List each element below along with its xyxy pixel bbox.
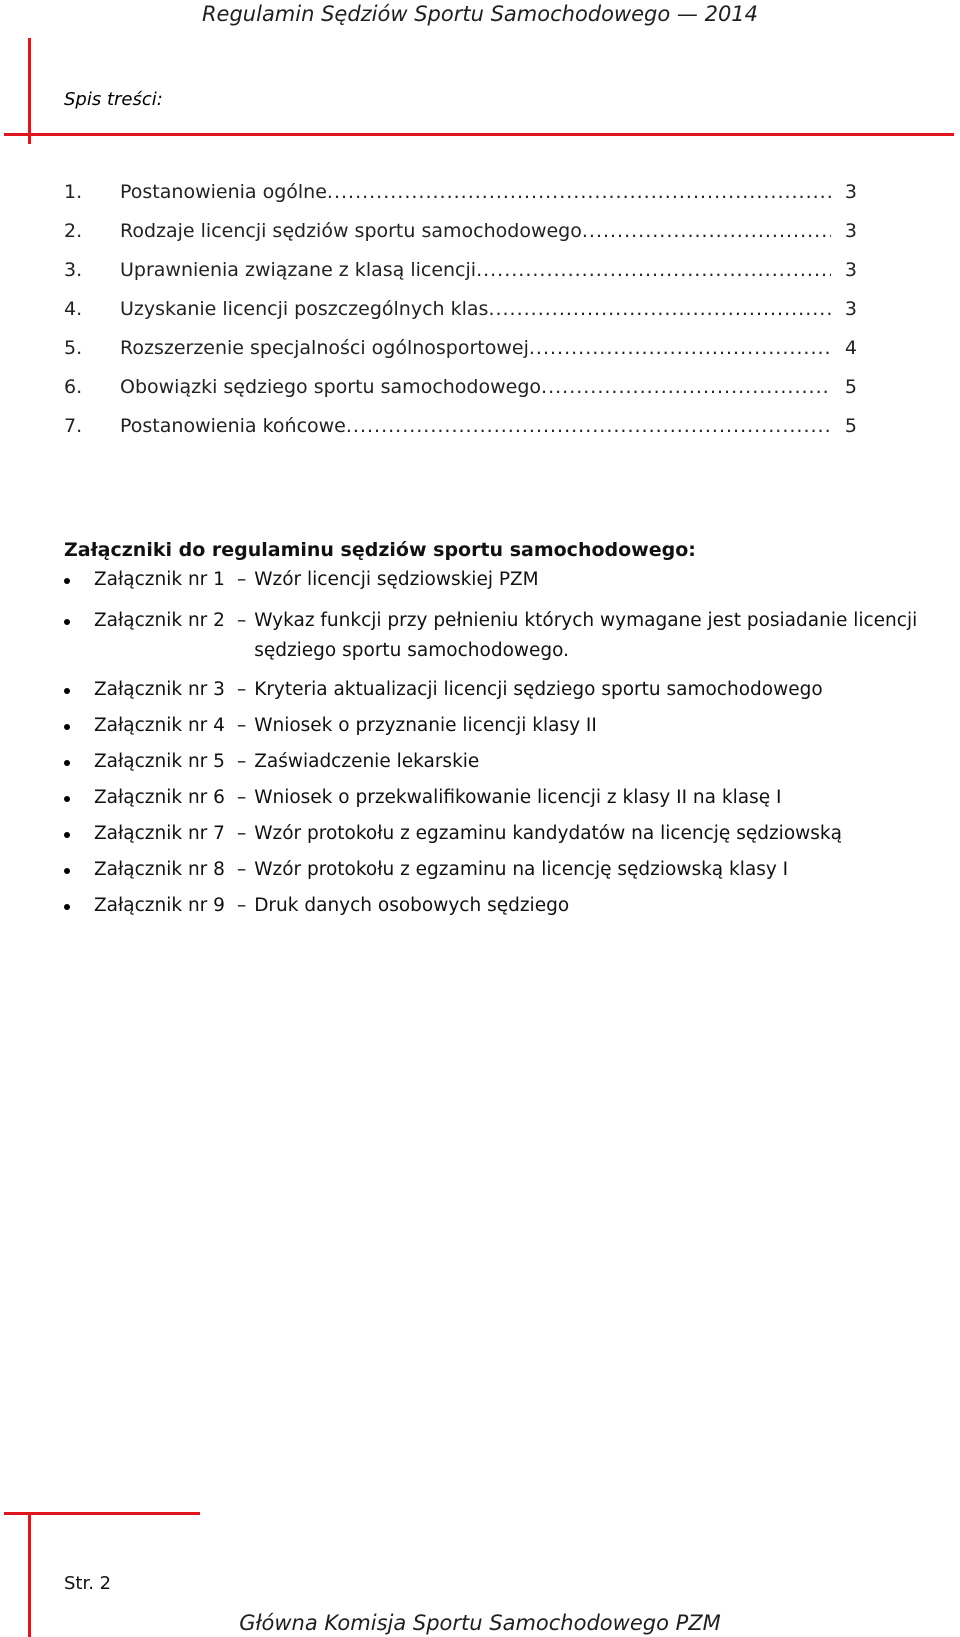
attachment-item (64, 894, 944, 918)
attachment-label: Załącznik nr 5 (94, 751, 225, 772)
attachments-list (64, 568, 944, 918)
toc-entry-number: 6. (64, 376, 83, 398)
attachment-dash: – (236, 895, 247, 916)
document-footer-organization: Główna Komisja Sportu Samochodowego PZM (239, 1611, 721, 1635)
attachment-item (64, 568, 944, 592)
attachment-label: Załącznik nr 4 (94, 715, 225, 736)
attachment-dash: – (236, 823, 247, 844)
attachment-label: Załącznik nr 1 (94, 569, 225, 590)
attachment-description: Wniosek o przekwalifikowanie licencji z klasy II na klasę I (254, 787, 782, 808)
toc-entry-title: Obowiązki sędziego sportu samochodowego (120, 376, 542, 398)
toc-dot-leader (582, 219, 831, 243)
bullet-icon (64, 796, 70, 802)
toc-entry-number: 7. (64, 415, 83, 437)
toc-entry-title: Postanowienia końcowe (120, 415, 346, 437)
toc-caption: Spis treści: (64, 89, 163, 110)
attachment-label: Załącznik nr 7 (94, 823, 225, 844)
toc-entry[interactable] (64, 414, 857, 453)
toc-entry-page: 3 (844, 181, 857, 203)
toc-entry[interactable] (64, 375, 857, 414)
attachments-heading: Załączniki do regulaminu sędziów sportu samochodowego: (64, 539, 696, 561)
toc-entry[interactable] (64, 180, 857, 219)
attachment-item (64, 858, 944, 882)
bullet-icon (64, 688, 70, 694)
toc-entry-page: 3 (844, 259, 857, 281)
attachment-label: Załącznik nr 6 (94, 787, 225, 808)
attachment-label: Załącznik nr 8 (94, 859, 225, 880)
document-header-title: Regulamin Sędziów Sportu Samochodowego — 2014 (201, 2, 759, 26)
toc-dot-leader (541, 375, 831, 399)
toc-entry-title: Rozszerzenie specjalności ogólnosportowej (120, 337, 529, 359)
attachment-label: Załącznik nr 2 (94, 610, 225, 631)
attachment-description: Wzór licencji sędziowskiej PZM (254, 569, 539, 590)
attachment-dash: – (236, 679, 247, 700)
toc-entry-page: 5 (844, 376, 857, 398)
header-rule (4, 133, 954, 136)
toc-entry-title: Uprawnienia związane z klasą licencji (120, 259, 477, 281)
attachment-item (64, 822, 944, 846)
toc-entry-page: 5 (844, 415, 857, 437)
attachment-description: Wzór protokołu z egzaminu kandydatów na licencję sędziowską (254, 823, 842, 844)
bullet-icon (64, 760, 70, 766)
toc-dot-leader (346, 414, 831, 438)
toc-entry-title: Uzyskanie licencji poszczególnych klas (120, 298, 489, 320)
attachment-description: Wykaz funkcji przy pełnieniu których wymagane jest posiadanie licencji sędziego sportu samochodowego. (254, 610, 918, 661)
attachment-description: Kryteria aktualizacji licencji sędziego sportu samochodowego (254, 679, 823, 700)
bullet-icon (64, 832, 70, 838)
attachment-item (64, 606, 944, 666)
attachment-dash: – (236, 610, 247, 631)
attachment-description: Druk danych osobowych sędziego (254, 895, 570, 916)
toc-entry-number: 2. (64, 220, 83, 242)
attachment-description: Wniosek o przyznanie licencji klasy II (254, 715, 597, 736)
attachment-description: Wzór protokołu z egzaminu na licencję sędziowską klasy I (254, 859, 789, 880)
toc-dot-leader (327, 180, 831, 204)
attachment-dash: – (236, 715, 247, 736)
toc-dot-leader (488, 297, 831, 321)
attachment-description: Zaświadczenie lekarskie (254, 751, 480, 772)
toc-entry[interactable] (64, 219, 857, 258)
attachment-item (64, 714, 944, 738)
bullet-icon (64, 904, 70, 910)
footer-rule (4, 1512, 200, 1515)
toc-entry[interactable] (64, 258, 857, 297)
attachment-dash: – (236, 569, 247, 590)
toc-entry-number: 4. (64, 298, 83, 320)
toc-entry-page: 3 (844, 298, 857, 320)
toc-dot-leader (529, 336, 831, 360)
attachment-dash: – (236, 859, 247, 880)
toc-entry-number: 5. (64, 337, 83, 359)
toc-entry[interactable] (64, 297, 857, 336)
attachment-item (64, 786, 944, 810)
margin-rule-vertical (28, 38, 31, 144)
toc-entry-page: 3 (844, 220, 857, 242)
toc-entry-title: Rodzaje licencji sędziów sportu samochodowego (120, 220, 582, 242)
toc-entry-number: 3. (64, 259, 83, 281)
bullet-icon (64, 578, 70, 584)
toc-dot-leader (476, 258, 831, 282)
attachment-dash: – (236, 787, 247, 808)
toc-entry-page: 4 (844, 337, 857, 359)
table-of-contents (64, 180, 857, 453)
toc-entry[interactable] (64, 336, 857, 375)
bullet-icon (64, 619, 70, 625)
attachment-label: Załącznik nr 3 (94, 679, 225, 700)
attachment-dash: – (236, 751, 247, 772)
attachment-item (64, 678, 944, 702)
attachment-label: Załącznik nr 9 (94, 895, 225, 916)
attachment-item (64, 750, 944, 774)
toc-entry-number: 1. (64, 181, 83, 203)
bullet-icon (64, 724, 70, 730)
bullet-icon (64, 868, 70, 874)
toc-entry-title: Postanowienia ogólne (120, 181, 327, 203)
page-number: Str. 2 (64, 1573, 112, 1594)
